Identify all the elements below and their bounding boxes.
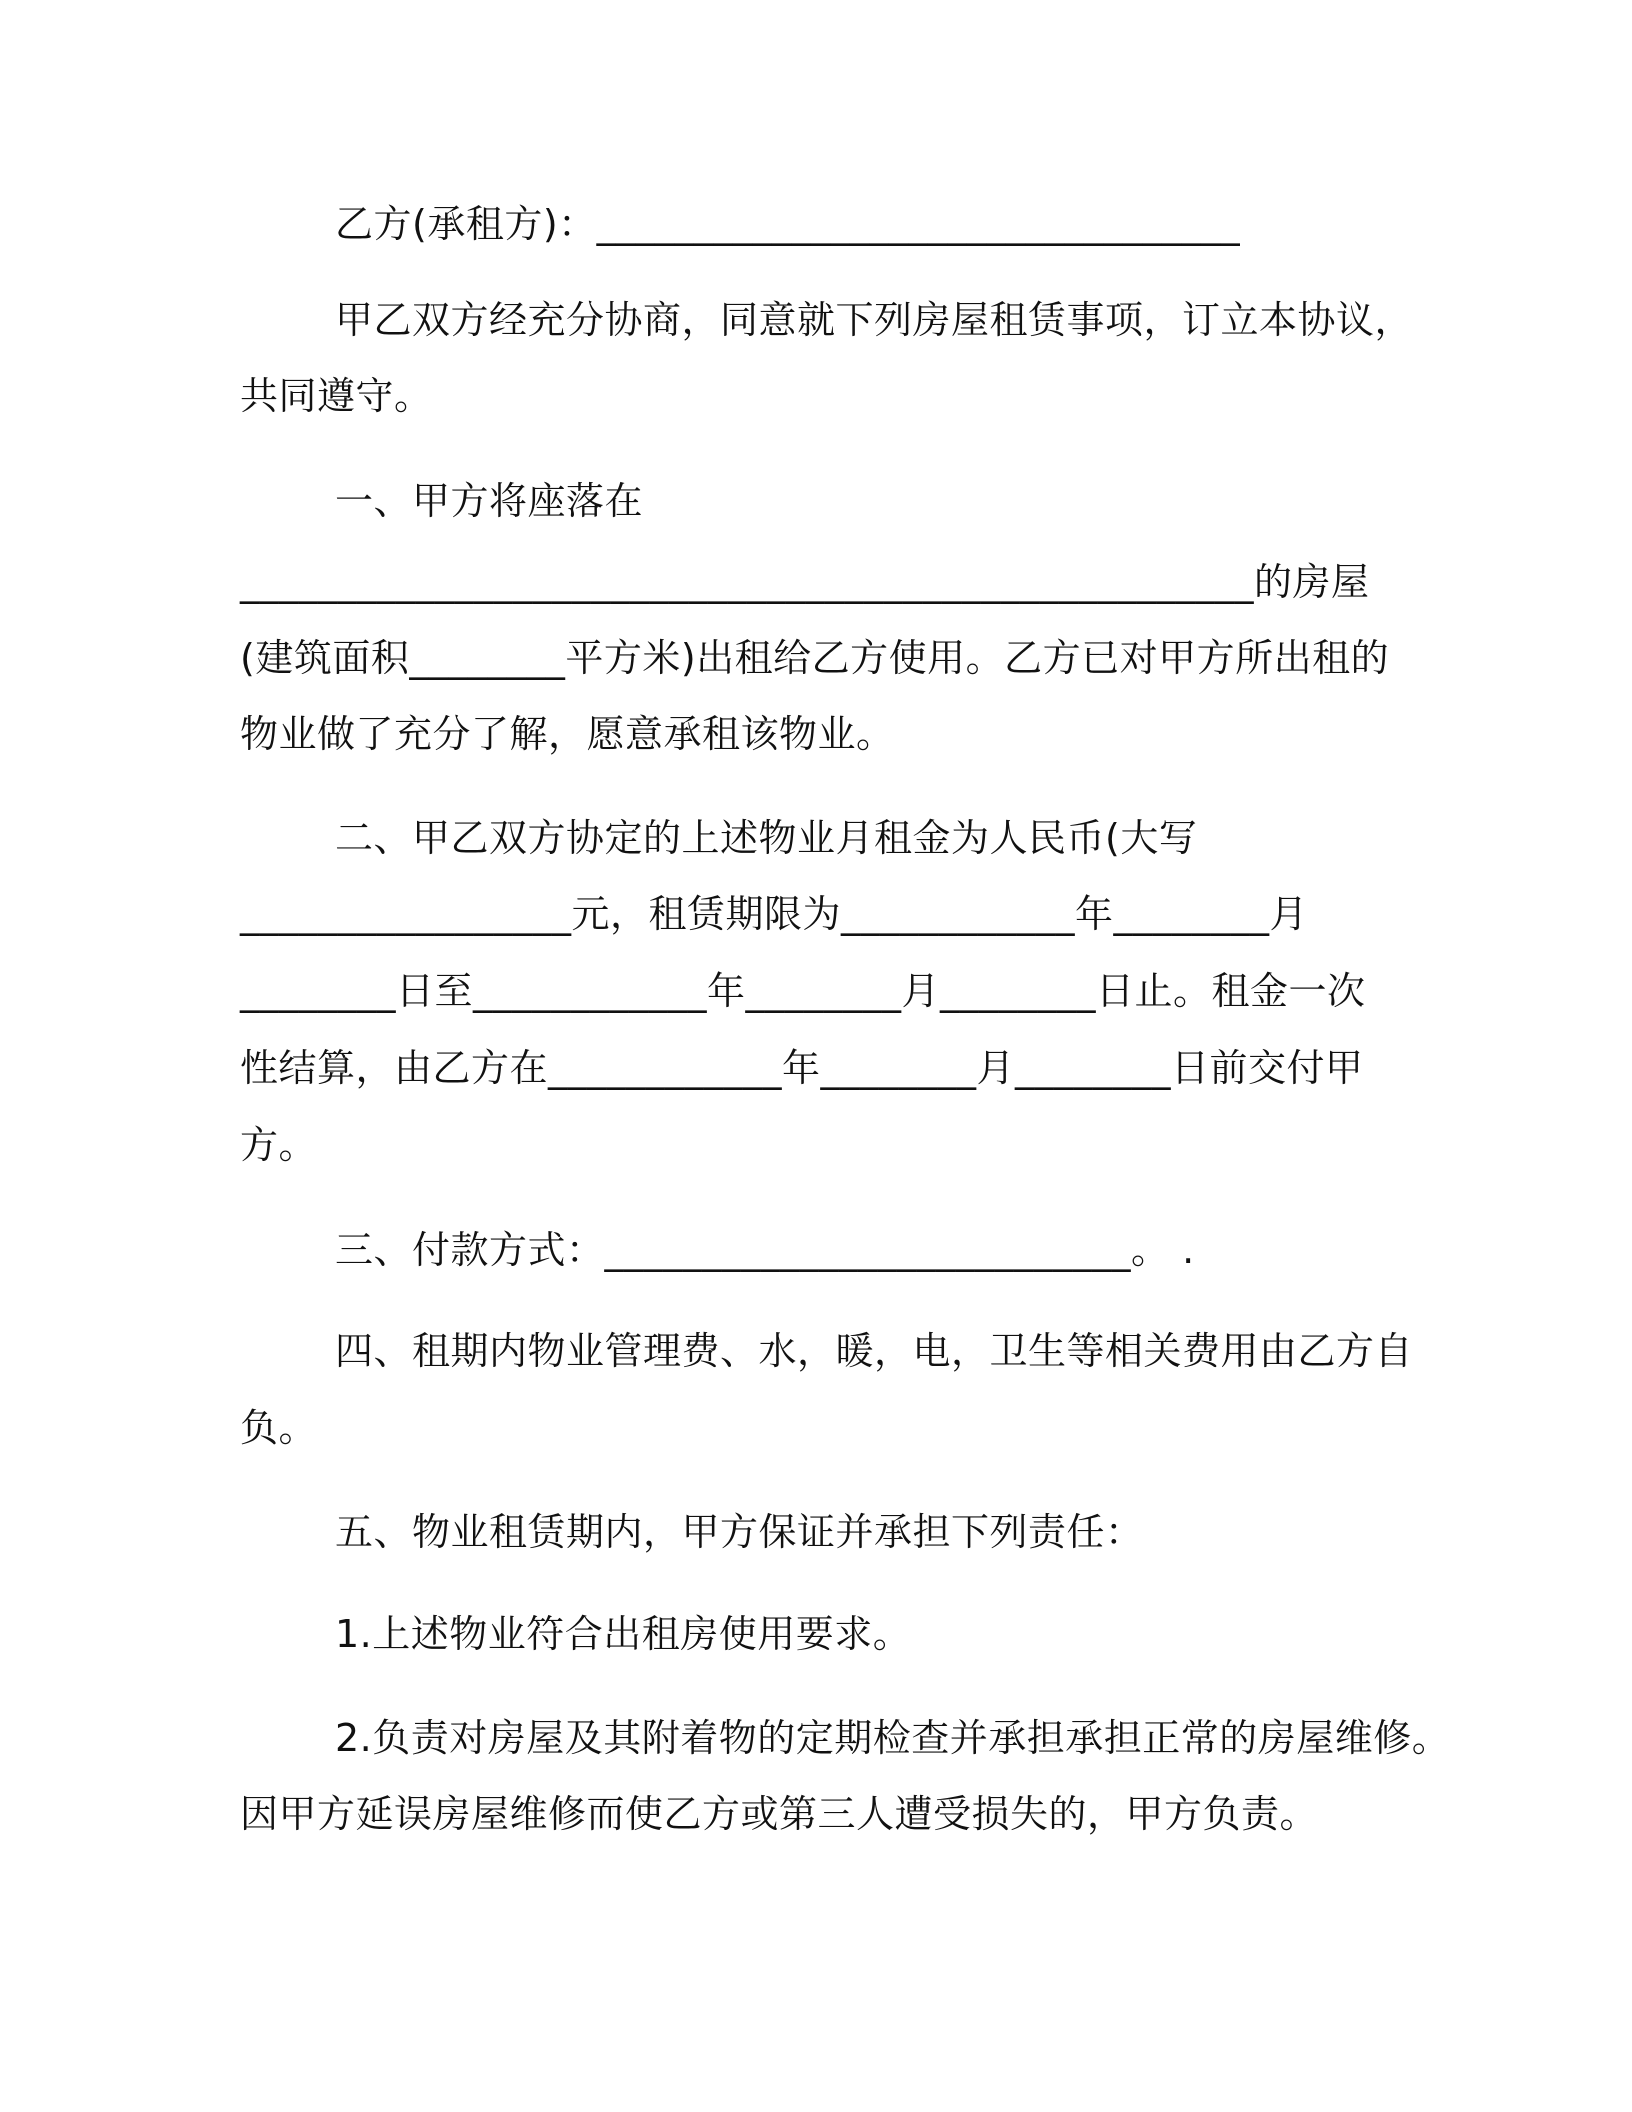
clause-1-line-3: (建筑面积________平方米)出租给乙方使用。乙方已对甲方所出租的 xyxy=(240,636,1390,680)
clause-2-line-5: 方。 xyxy=(240,1123,318,1167)
clause-1-line-4: 物业做了充分了解，愿意承租该物业。 xyxy=(240,712,895,756)
clause-2-line-3: ________日至____________年________月________日止。租金一次 xyxy=(240,969,1366,1013)
clause-4-line-2: 负。 xyxy=(240,1406,318,1450)
clause-5-item-1: 1.上述物业符合出租房使用要求。 xyxy=(335,1612,912,1656)
clause-2-line-4: 性结算，由乙方在____________年________月________日前交付甲 xyxy=(240,1046,1364,1090)
clause-3-line: 三、付款方式：___________________________。 . xyxy=(335,1228,1195,1272)
intro-paragraph-line-1: 甲乙双方经充分协商，同意就下列房屋租赁事项，订立本协议， xyxy=(335,298,1414,342)
clause-4-line-1: 四、租期内物业管理费、水，暖，电，卫生等相关费用由乙方自 xyxy=(335,1329,1414,1373)
clause-1-line-2: ____________________________________________________的房屋 xyxy=(240,560,1370,604)
clause-2-line-1: 二、甲乙双方协定的上述物业月租金为人民币(大写 xyxy=(335,816,1198,860)
clause-2-line-2: _________________元，租赁期限为____________年________月 xyxy=(240,892,1309,936)
clause-1-line-1: 一、甲方将座落在 xyxy=(335,479,644,523)
intro-paragraph-line-2: 共同遵守。 xyxy=(240,374,433,418)
clause-5-item-2-line-2: 因甲方延误房屋维修而使乙方或第三人遭受损失的，甲方负责。 xyxy=(240,1792,1319,1836)
clause-5-item-2-line-1: 2.负责对房屋及其附着物的定期检查并承担承担正常的房屋维修。 xyxy=(335,1716,1451,1760)
lessee-line: 乙方(承租方)：_________________________________ xyxy=(335,202,1241,246)
clause-5-line: 五、物业租赁期内，甲方保证并承担下列责任： xyxy=(335,1510,1144,1554)
